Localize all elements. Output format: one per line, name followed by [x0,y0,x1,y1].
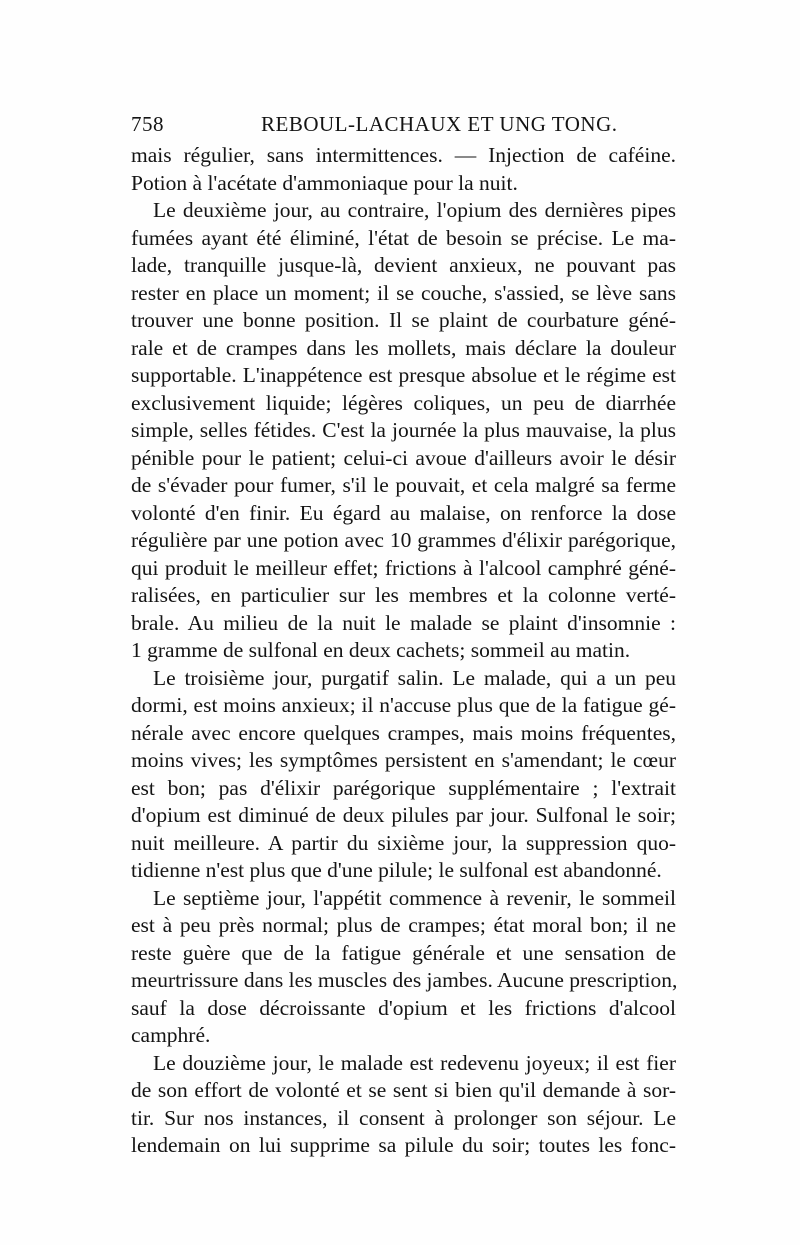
text-line: simple, selles fétides. C'est la journée la plus mauvaise, la plus [131,418,676,442]
text-line: exclusivement liquide; légères coliques, un peu de diarrhée [131,390,676,415]
text-line: mais régulier, sans intermittences. — Injection de caféine. [131,143,676,167]
text-line: lendemain on lui supprime sa pilule du soir; toutes les fonc- [131,1133,676,1157]
page-header [131,112,676,142]
text-line: Le troisième jour, purgatif salin. Le malade, qui a un peu [153,665,676,690]
text-line: qui produit le meilleur effet; frictions à l'alcool camphré géné- [131,555,676,580]
text-line: Le septième jour, l'appétit commence à revenir, le sommeil [153,885,676,910]
text-line: trouver une bonne position. Il se plaint de courbature géné- [131,308,676,332]
text-line: nuit meilleure. A partir du sixième jour, la suppression quo- [131,830,676,855]
text-line: moins vives; les symptômes persistent en s'amendant; le cœur [131,748,676,772]
text-line: de s'évader pour fumer, s'il le pouvait, et cela malgré sa ferme [131,473,676,497]
text-line: sauf la dose décroissante d'opium et les frictions d'alcool [131,995,676,1020]
text-line: tir. Sur nos instances, il consent à prolonger son séjour. Le [131,1105,676,1130]
text-line: de son effort de volonté et se sent si bien qu'il demande à sor- [131,1078,676,1102]
text-line: pénible pour le patient; celui-ci avoue d'ailleurs avoir le désir [131,445,676,470]
text-line: meurtrissure dans les muscles des jambes. Aucune prescription, [131,968,678,992]
text-line: brale. Au milieu de la nuit le malade se plaint d'insomnie : [131,610,676,635]
text-line: rale et de crampes dans les mollets, mais déclare la douleur [131,335,676,360]
text-line: dormi, est moins anxieux; il n'accuse plus que de la fatigue gé- [131,693,676,717]
text-line: supportable. L'inappétence est presque absolue et le régime est [131,363,676,387]
text-line: 1 gramme de sulfonal en deux cachets; sommeil au matin. [131,638,631,662]
text-line: reste guère que de la fatigue générale et une sensation de [131,940,676,965]
text-line: volonté d'en finir. Eu égard au malaise, on renforce la dose [131,500,676,525]
text-line: fumées ayant été éliminé, l'état de besoin se précise. Le ma- [131,225,676,250]
text-line: nérale avec encore quelques crampes, mais moins fréquentes, [131,720,676,745]
text-line: d'opium est diminué de deux pilules par jour. Sulfonal le soir; [131,803,676,827]
text-line: rester en place un moment; il se couche, s'assied, se lève sans [131,280,676,305]
body-text [131,142,676,1160]
text-line: est à peu près normal; plus de crampes; état moral bon; il ne [131,913,676,937]
text-line: Le deuxième jour, au contraire, l'opium des dernières pipes [153,198,676,222]
text-line: ralisées, en particulier sur les membres et la colonne verté- [131,583,676,607]
text-line: est bon; pas d'élixir parégorique supplémentaire ; l'extrait [131,775,676,800]
text-line: lade, tranquille jusque-là, devient anxieux, ne pouvant pas [131,253,676,277]
text-line: Potion à l'acétate d'ammoniaque pour la nuit. [131,170,518,195]
text-line: Le douzième jour, le malade est redevenu joyeux; il est fier [153,1050,676,1075]
text-line: tidienne n'est plus que d'une pilule; le sulfonal est abandonné. [131,858,662,882]
text-line: régulière par une potion avec 10 grammes d'élixir parégorique, [131,528,676,552]
page-number: 758 [131,112,164,136]
running-title: REBOUL-LACHAUX ET UNG TONG. [261,112,618,136]
text-line: camphré. [131,1023,211,1047]
